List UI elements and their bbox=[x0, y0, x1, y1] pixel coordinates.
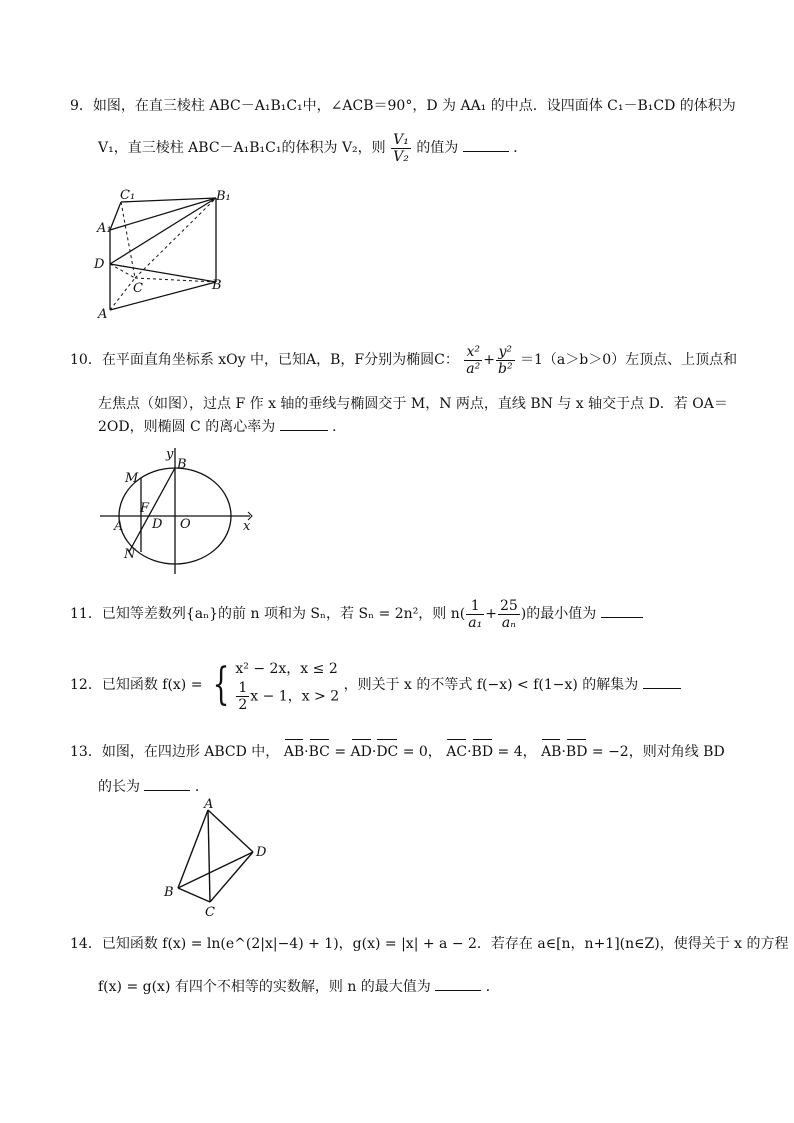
q13-label-d: D bbox=[256, 845, 267, 860]
q9-line2 bbox=[98, 128, 527, 168]
q13-vec-bc: BC bbox=[308, 744, 330, 760]
q12-piece-2-rest: x − 1，x > 2 bbox=[250, 688, 340, 704]
q13-label-a: A bbox=[204, 797, 214, 812]
q12-brace: { bbox=[212, 659, 230, 710]
q11-frac2-num: 25 bbox=[499, 597, 518, 614]
q12-answer-blank[interactable] bbox=[643, 674, 681, 689]
q9-label-d: D bbox=[94, 257, 105, 272]
q9-frac-den: V₂ bbox=[393, 148, 409, 165]
q11-frac1-den: a₁ bbox=[468, 614, 483, 631]
q9-fraction bbox=[391, 132, 411, 165]
q9-label-c1: C₁ bbox=[120, 188, 136, 203]
q9-text-b: 的值为 bbox=[416, 140, 459, 156]
q10-label-b: B bbox=[177, 457, 187, 472]
q10-end: ． bbox=[332, 419, 347, 435]
q12-line bbox=[70, 655, 681, 715]
q12-text-a: 12．已知函数 f(x) = bbox=[70, 677, 203, 693]
q10-frac1-den: a² bbox=[466, 360, 481, 377]
q12-text-b: ，则关于 x 的不等式 f(−x) < f(1−x) 的解集为 bbox=[343, 677, 639, 693]
q11-text-b: )的最小值为 bbox=[520, 606, 597, 622]
q10-text-a: 10．在平面直角坐标系 xOy 中，已知A，B，F分别为椭圆C： bbox=[70, 352, 459, 368]
q13-eqm2: = −2，则对角线 BD bbox=[591, 744, 725, 760]
q10-line2 bbox=[98, 394, 728, 414]
q13-line2 bbox=[98, 776, 209, 797]
q10-frac1-num: x² bbox=[464, 344, 482, 361]
q10-label-a: A bbox=[114, 519, 124, 534]
q10-plus: + bbox=[483, 352, 495, 368]
q10-label-n: N bbox=[124, 547, 136, 562]
q11-frac2-den: aₙ bbox=[501, 614, 516, 631]
q13-vec-ac: AC bbox=[446, 744, 468, 760]
q10-text-2: 左焦点（如图），过点 F 作 x 轴的垂线与椭圆交于 M，N 两点，直线 BN 与 x 轴交于点 D．若 OA＝ bbox=[98, 396, 728, 412]
q9-label-b1: B₁ bbox=[216, 189, 231, 204]
q10-text-b: ＝1（a＞b＞0）左顶点、上顶点和 bbox=[520, 352, 738, 368]
q9-frac-num: V₁ bbox=[393, 131, 409, 148]
q9-label-c: C bbox=[133, 281, 143, 296]
q9-label-b: B bbox=[212, 278, 222, 293]
q9-label-a: A bbox=[98, 307, 108, 322]
q10-line1 bbox=[70, 340, 737, 380]
q10-ellipse-figure bbox=[100, 444, 270, 578]
q11-answer-blank[interactable] bbox=[601, 603, 643, 618]
q10-label-x: x bbox=[243, 519, 251, 534]
q10-frac-y bbox=[496, 344, 515, 377]
q13-line1: 13．如图，在四边形 ABCD 中， AB·BC = AD·DC = 0， AC·BD = 4， AB·BD = −2，则对角线 BD bbox=[70, 744, 725, 760]
q14-line1 bbox=[70, 934, 789, 954]
q10-label-f: F bbox=[140, 501, 150, 516]
q9-answer-blank[interactable] bbox=[463, 137, 509, 152]
q14-text-2: f(x) = g(x) 有四个不相等的实数解，则 n 的最大值为 bbox=[98, 979, 431, 995]
q10-label-o: O bbox=[180, 517, 191, 532]
q13-label-b: B bbox=[164, 885, 174, 900]
q11-text-a: 11．已知等差数列{aₙ}的前 n 项和为 Sₙ，若 Sₙ = 2n²，则 n( bbox=[70, 606, 466, 622]
q13-label-c: C bbox=[205, 905, 215, 920]
q10-frac2-den: b² bbox=[497, 360, 513, 377]
q13-vec-ad: AD bbox=[350, 744, 372, 760]
q10-text-3: 2OD，则椭圆 C 的离心率为 bbox=[98, 419, 276, 435]
q10-answer-blank[interactable] bbox=[280, 416, 328, 431]
q13-answer-blank[interactable] bbox=[144, 776, 190, 791]
q10-label-d: D bbox=[152, 517, 163, 532]
q10-frac2-num: y² bbox=[496, 344, 515, 361]
q10-label-y: y bbox=[166, 447, 174, 462]
q11-frac1-num: 1 bbox=[466, 598, 484, 615]
q12-piece-1: x² − 2x，x ≤ 2 bbox=[235, 660, 338, 677]
q13-eq4: = 4， bbox=[497, 744, 537, 760]
q11-plus: + bbox=[485, 606, 497, 622]
q11-line bbox=[70, 594, 643, 634]
q9-end: ． bbox=[513, 140, 528, 156]
q13-end: ． bbox=[194, 779, 209, 795]
q13-quadrilateral-figure bbox=[158, 798, 278, 922]
q9-prism-figure bbox=[88, 186, 248, 326]
q13-text-2: 的长为 bbox=[98, 779, 140, 795]
q9-text-a: V₁，直三棱柱 ABC－A₁B₁C₁的体积为 V₂，则 bbox=[98, 140, 386, 156]
q14-answer-blank[interactable] bbox=[435, 976, 481, 991]
q12-half-num: 1 bbox=[238, 679, 248, 696]
q13-vec-dc: DC bbox=[376, 744, 399, 760]
q10-label-m: M bbox=[125, 471, 139, 486]
q10-frac-x bbox=[464, 344, 482, 377]
q12-half-den: 2 bbox=[238, 696, 248, 713]
q9-label-a1: A₁ bbox=[97, 221, 112, 236]
q11-frac-1 bbox=[466, 598, 484, 631]
q13-vec-bd-2: BD bbox=[565, 744, 588, 760]
q13-text-a: 13．如图，在四边形 ABCD 中， bbox=[70, 744, 280, 760]
q11-frac-2 bbox=[498, 598, 520, 631]
q13-vec-ab-2: AB bbox=[541, 744, 562, 760]
q12-half bbox=[236, 680, 249, 713]
q13-eq0: = 0， bbox=[402, 744, 442, 760]
q9-text: 9．如图，在直三棱柱 ABC－A₁B₁C₁中，∠ACB＝90°，D 为 AA₁ 的中点．设四面体 C₁－B₁CD 的体积为 bbox=[70, 98, 736, 114]
q13-vec-ab: AB bbox=[283, 744, 305, 760]
q9-line1 bbox=[70, 96, 736, 116]
q10-line3 bbox=[98, 416, 346, 437]
q12-pieces bbox=[235, 658, 339, 713]
q14-text-1: 14．已知函数 f(x) = ln(e^(2|x|−4) + 1)，g(x) = |x| + a − 2．若存在 a∈[n，n+1](n∈Z)，使得关于 x 的方程 bbox=[70, 936, 789, 952]
q14-end: ． bbox=[485, 979, 500, 995]
q14-line2 bbox=[98, 976, 500, 997]
q13-vec-bd: BD bbox=[471, 744, 494, 760]
q12-piece-2 bbox=[235, 680, 339, 713]
